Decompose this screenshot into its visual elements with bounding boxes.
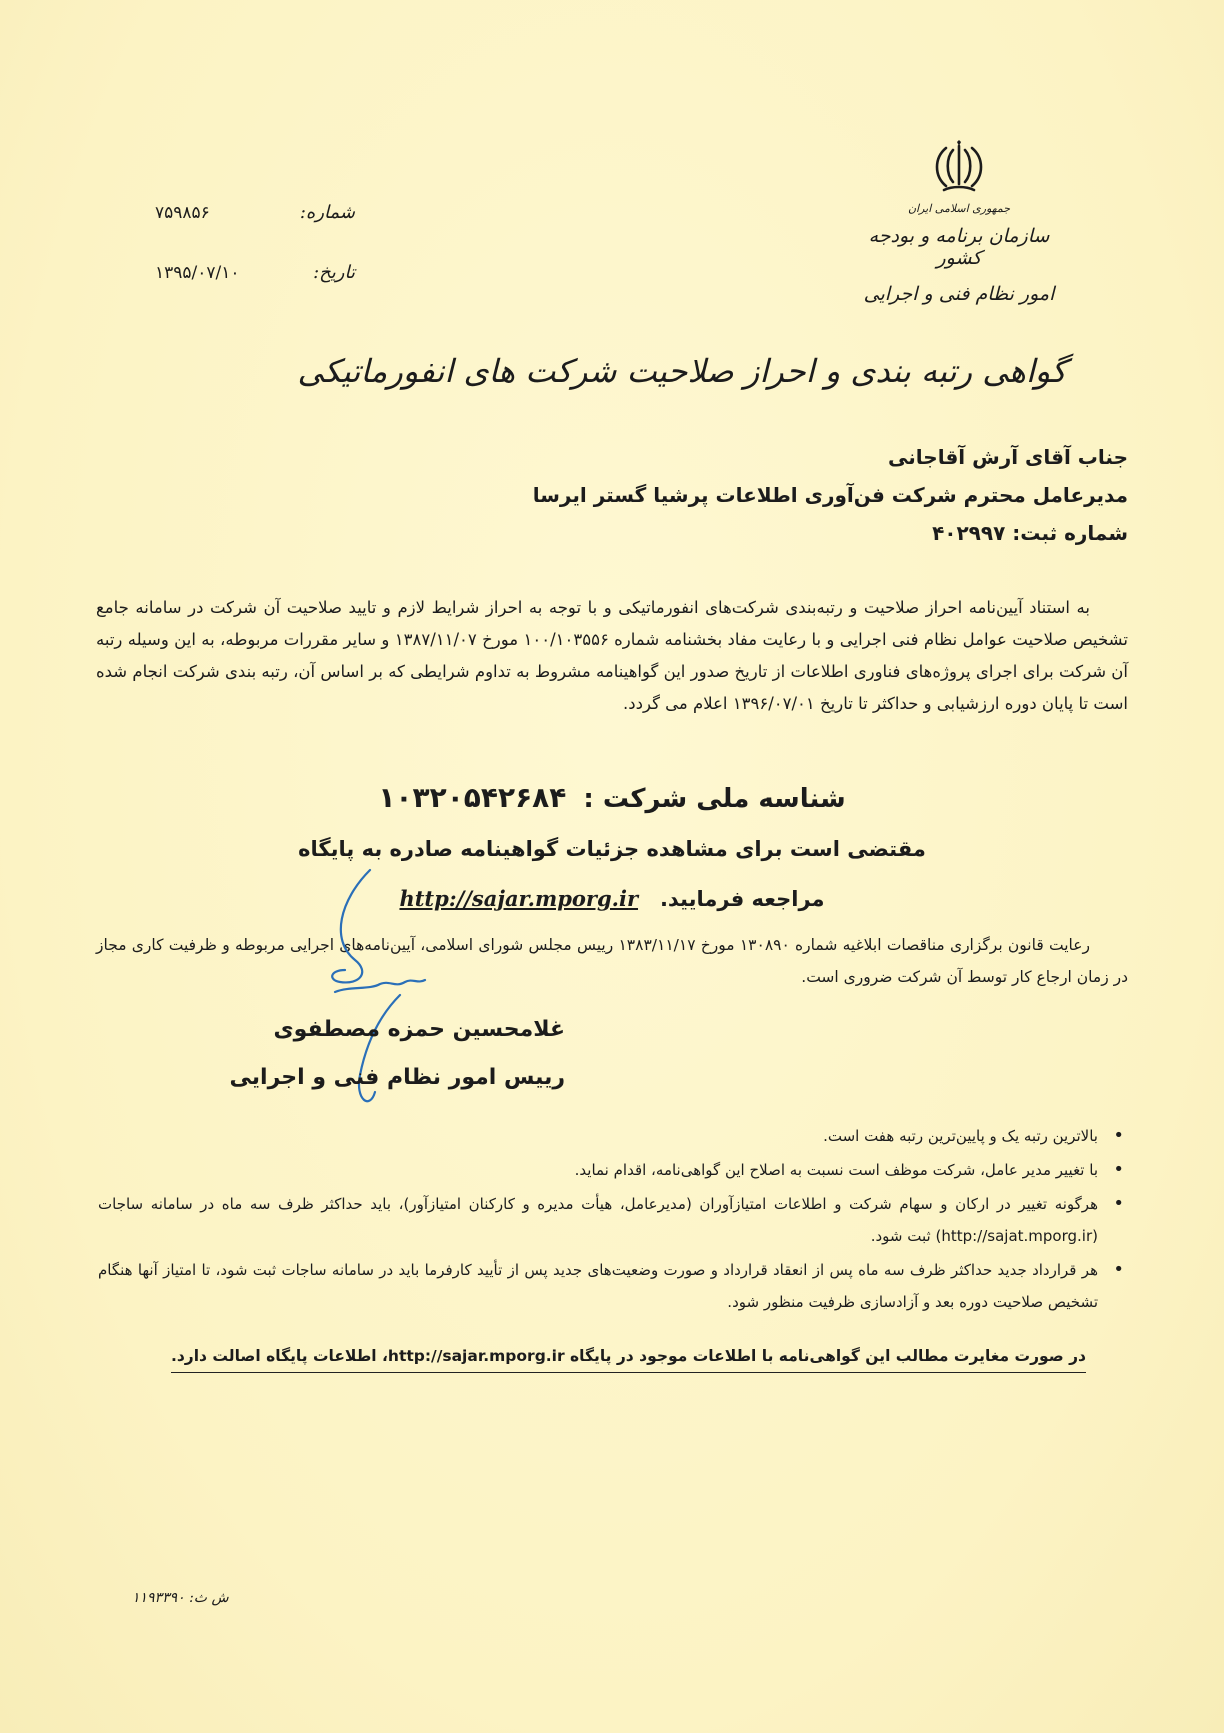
number-label: شماره: xyxy=(299,202,355,223)
footer-note: در صورت مغایرت مطالب این گواهی‌نامه با اطلاعات موجود در پایگاه http://sajar.mporg.ir، اطلاعات پایگاه اصالت دارد. xyxy=(171,1342,1086,1373)
national-id-value: ۱۰۳۲۰۵۴۲۶۸۴ xyxy=(378,781,567,814)
number-row xyxy=(155,202,355,240)
registration-number: شماره ثبت: ۴۰۲۹۹۷ xyxy=(932,521,1128,545)
emblem-caption: جمهوری اسلامی ایران xyxy=(907,202,1011,215)
national-id-label: شناسه ملی شرکت : xyxy=(583,784,846,814)
number-value: ۷۵۹۸۵۶ xyxy=(155,203,210,223)
date-label: تاریخ: xyxy=(313,262,355,283)
national-id-line xyxy=(0,773,1224,824)
note-item: • هر قرارداد جدید حداکثر ظرف سه ماه پس از انعقاد قرارداد و صورت وضعیت‌های جدید پس از تأیید کارفرما باید در سامانه ساجات ثبت شود، تا امتیاز آنها هنگام تشخیص صلاحیت دوره بعد و آزادسازی ظرفیت منظور شود. xyxy=(98,1254,1128,1318)
form-code: ش ث: ۱۱۹۳۳۹۰ xyxy=(132,1590,229,1606)
note-item: • هرگونه تغییر در ارکان و سهام شرکت و اطلاعات امتیازآوران (مدیرعامل، هیأت مدیره و کارکنان امتیازآور)، باید حداکثر ظرف سه ماه در سامانه ساجات (http://sajat.mporg.ir) ثبت شود. xyxy=(98,1188,1128,1252)
date-row xyxy=(155,262,355,300)
portal-notice: مقتضی است برای مشاهده جزئیات گواهینامه صادره به پایگاه xyxy=(298,837,926,861)
national-id-block xyxy=(0,773,1224,924)
recipient-position: مدیرعامل محترم شرکت فن‌آوری اطلاعات پرشیا گستر ایرسا xyxy=(532,483,1128,507)
signatory-name: غلامحسین حمزه مصطفوی xyxy=(273,1017,565,1042)
portal-notice-end: مراجعه فرمایید. xyxy=(659,887,825,911)
portal-notice-end-line xyxy=(0,874,1224,924)
note-item: • بالاترین رتبه یک و پایین‌ترین رتبه هفت است. xyxy=(98,1120,1128,1152)
body-paragraph: به استناد آیین‌نامه احراز صلاحیت و رتبه‌بندی شرکت‌های انفورماتیکی و با توجه به احراز شرایط لازم و تایید صلاحیت آن شرکت در سامانه جامع تشخیص صلاحیت عوامل نظام فنی اجرایی و با رعایت مفاد بخشنامه شماره ۱۰۰/۱۰۳۵۵۶ مورخ ۱۳۸۷/۱۱/۰۷ و سایر مقررات مربوطه، به این وسیله رتبه آن شرکت برای اجرای پروژه‌های فناوری اطلاعات از تاریخ صدور این گواهینامه مشروط به تداوم شرایطی که بر اساس آن، رتبه بندی شرکت انجام شده است تا پایان دوره ارزشیابی و حداکثر تا تاریخ ۱۳۹۶/۰۷/۰۱ اعلام می گردد. xyxy=(96,598,1128,713)
sajar-portal-link[interactable]: http://sajar.mporg.ir xyxy=(399,886,639,911)
date-value: ۱۳۹۵/۰۷/۱۰ xyxy=(155,263,240,283)
signatory-title: رییس امور نظام فنی و اجرایی xyxy=(229,1065,565,1090)
signatory-block xyxy=(205,1006,565,1102)
recipient-name: جناب آقای آرش آقاجانی xyxy=(888,445,1128,469)
iran-emblem-icon xyxy=(924,140,994,202)
department-name: امور نظام فنی و اجرایی xyxy=(863,283,1055,305)
recipient-block xyxy=(228,438,1128,552)
organization-name: سازمان برنامه و بودجه کشور xyxy=(868,225,1050,269)
letter-meta xyxy=(155,202,355,322)
header-organization xyxy=(844,140,1074,305)
certificate-title: گواهی رتبه بندی و احراز صلاحیت شرکت های انفورماتیکی xyxy=(297,352,1067,390)
note-item: • با تغییر مدیر عامل، شرکت موظف است نسبت به اصلاح این گواهی‌نامه، اقدام نماید. xyxy=(98,1154,1128,1186)
compliance-paragraph: رعایت قانون برگزاری مناقصات ابلاغیه شماره ۱۳۰۸۹۰ مورخ ۱۳۸۳/۱۱/۱۷ رییس مجلس شورای اسلامی، آیین‌نامه‌های اجرایی مربوطه و ظرفیت کاری مجاز در زمان ارجاع کار توسط آن شرکت ضروری است. xyxy=(96,936,1128,986)
notes-list xyxy=(98,1120,1128,1320)
